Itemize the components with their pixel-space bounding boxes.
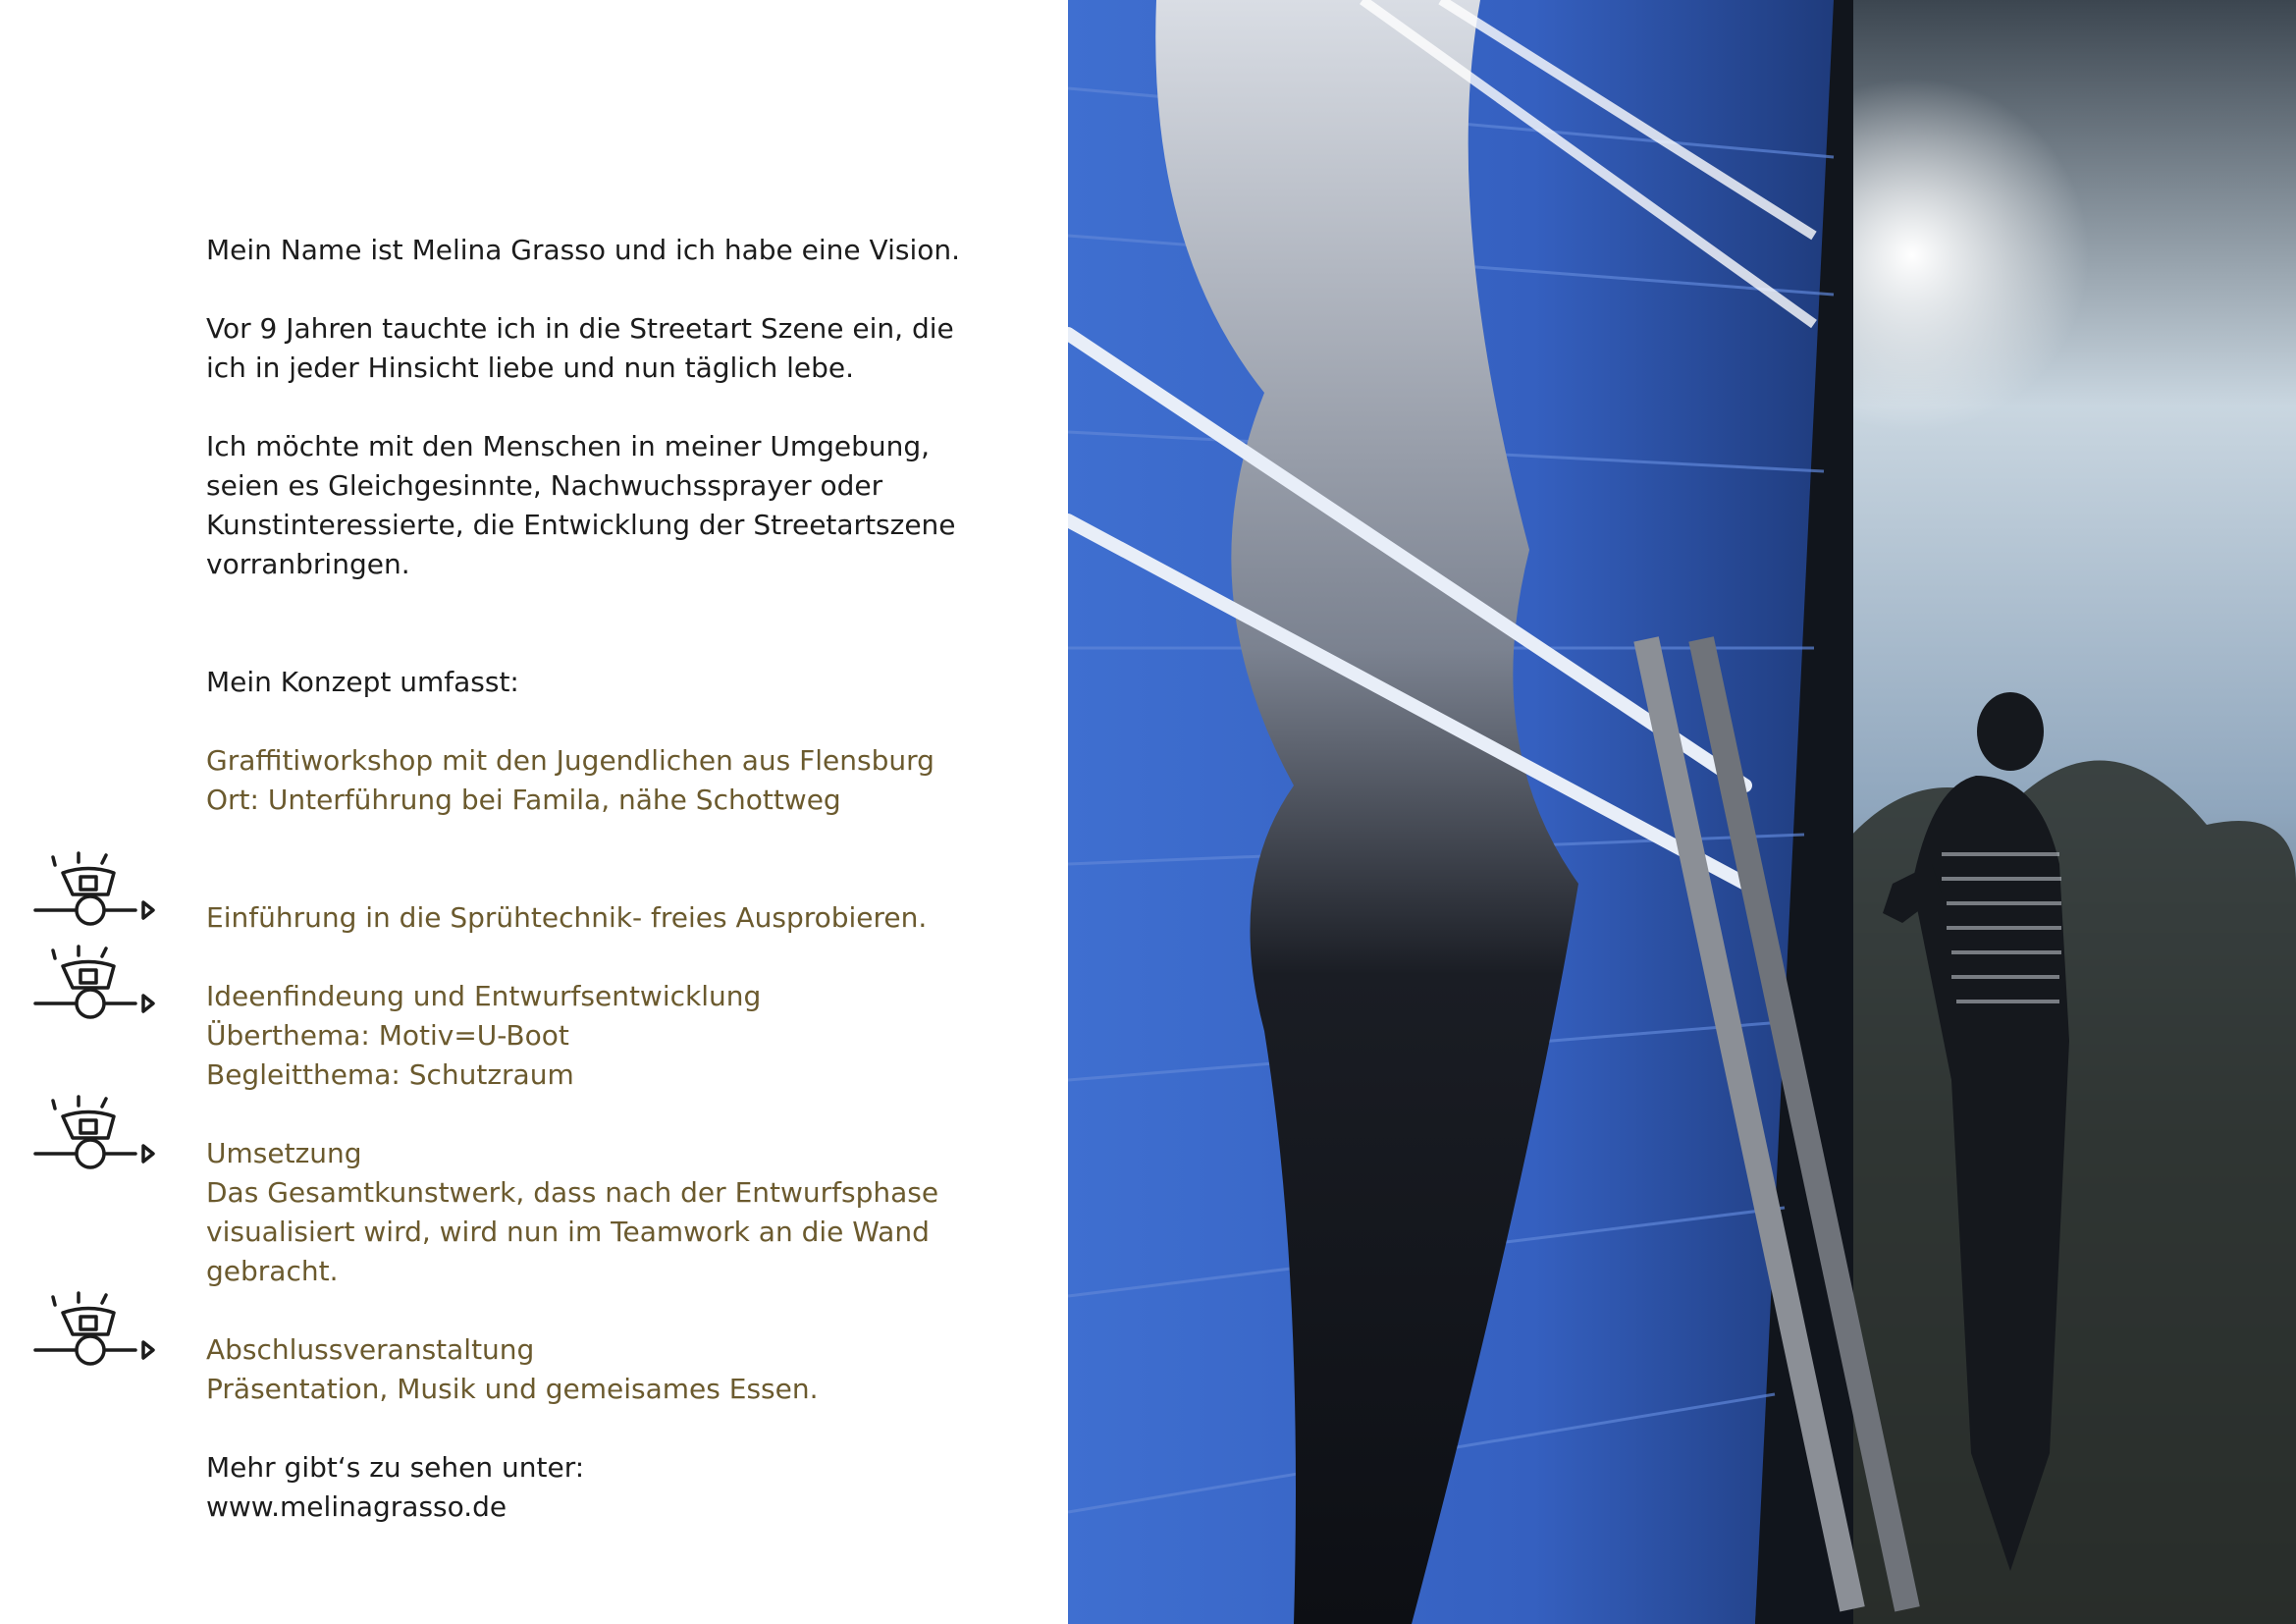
lightbulb-icon bbox=[29, 851, 167, 940]
lightbulb-icon bbox=[29, 1291, 167, 1380]
more-info-label: Mehr gibt‘s zu sehen unter: bbox=[206, 1451, 585, 1484]
step-text: Ideenfindeung und Entwurfsentwicklung Überthema: Motiv=U-Boot Begleitthema: Schutzraum bbox=[206, 980, 762, 1091]
intro-line: Mein Name ist Melina Grasso und ich habe eine Vision. bbox=[206, 234, 961, 266]
workshop-info: Graffitiworkshop mit den Jugendlichen aus Flensburg Ort: Unterführung bei Famila, nähe Schottweg bbox=[206, 744, 934, 816]
step-text: Einführung in die Sprühtechnik- freies Ausprobieren. bbox=[206, 901, 928, 934]
step-text: Abschlussveranstaltung Präsentation, Musik und gemeisames Essen. bbox=[206, 1333, 819, 1405]
intro-paragraph-goal: Ich möchte mit den Menschen in meiner Umgebung, seien es Gleichgesinnte, Nachwuchssprayer oder Kunstinteressierte, die Entwicklung der Streetartszene vorranbringen. bbox=[206, 430, 956, 580]
concept-heading: Mein Konzept umfasst: bbox=[206, 666, 519, 698]
step-text: Umsetzung Das Gesamtkunstwerk, dass nach der Entwurfsphase visualisiert wird, wird nun im Teamwork an die Wand gebracht. bbox=[206, 1137, 939, 1287]
text-column bbox=[0, 0, 1068, 1624]
mural-photo bbox=[1068, 0, 2296, 1624]
lightbulb-icon bbox=[29, 1095, 167, 1183]
intro-paragraph-history: Vor 9 Jahren tauchte ich in die Streetart Szene ein, die ich in jeder Hinsicht liebe und nun täglich lebe. bbox=[206, 312, 954, 384]
lightbulb-icon bbox=[29, 945, 167, 1033]
website-link[interactable]: www.melinagrasso.de bbox=[206, 1490, 507, 1523]
